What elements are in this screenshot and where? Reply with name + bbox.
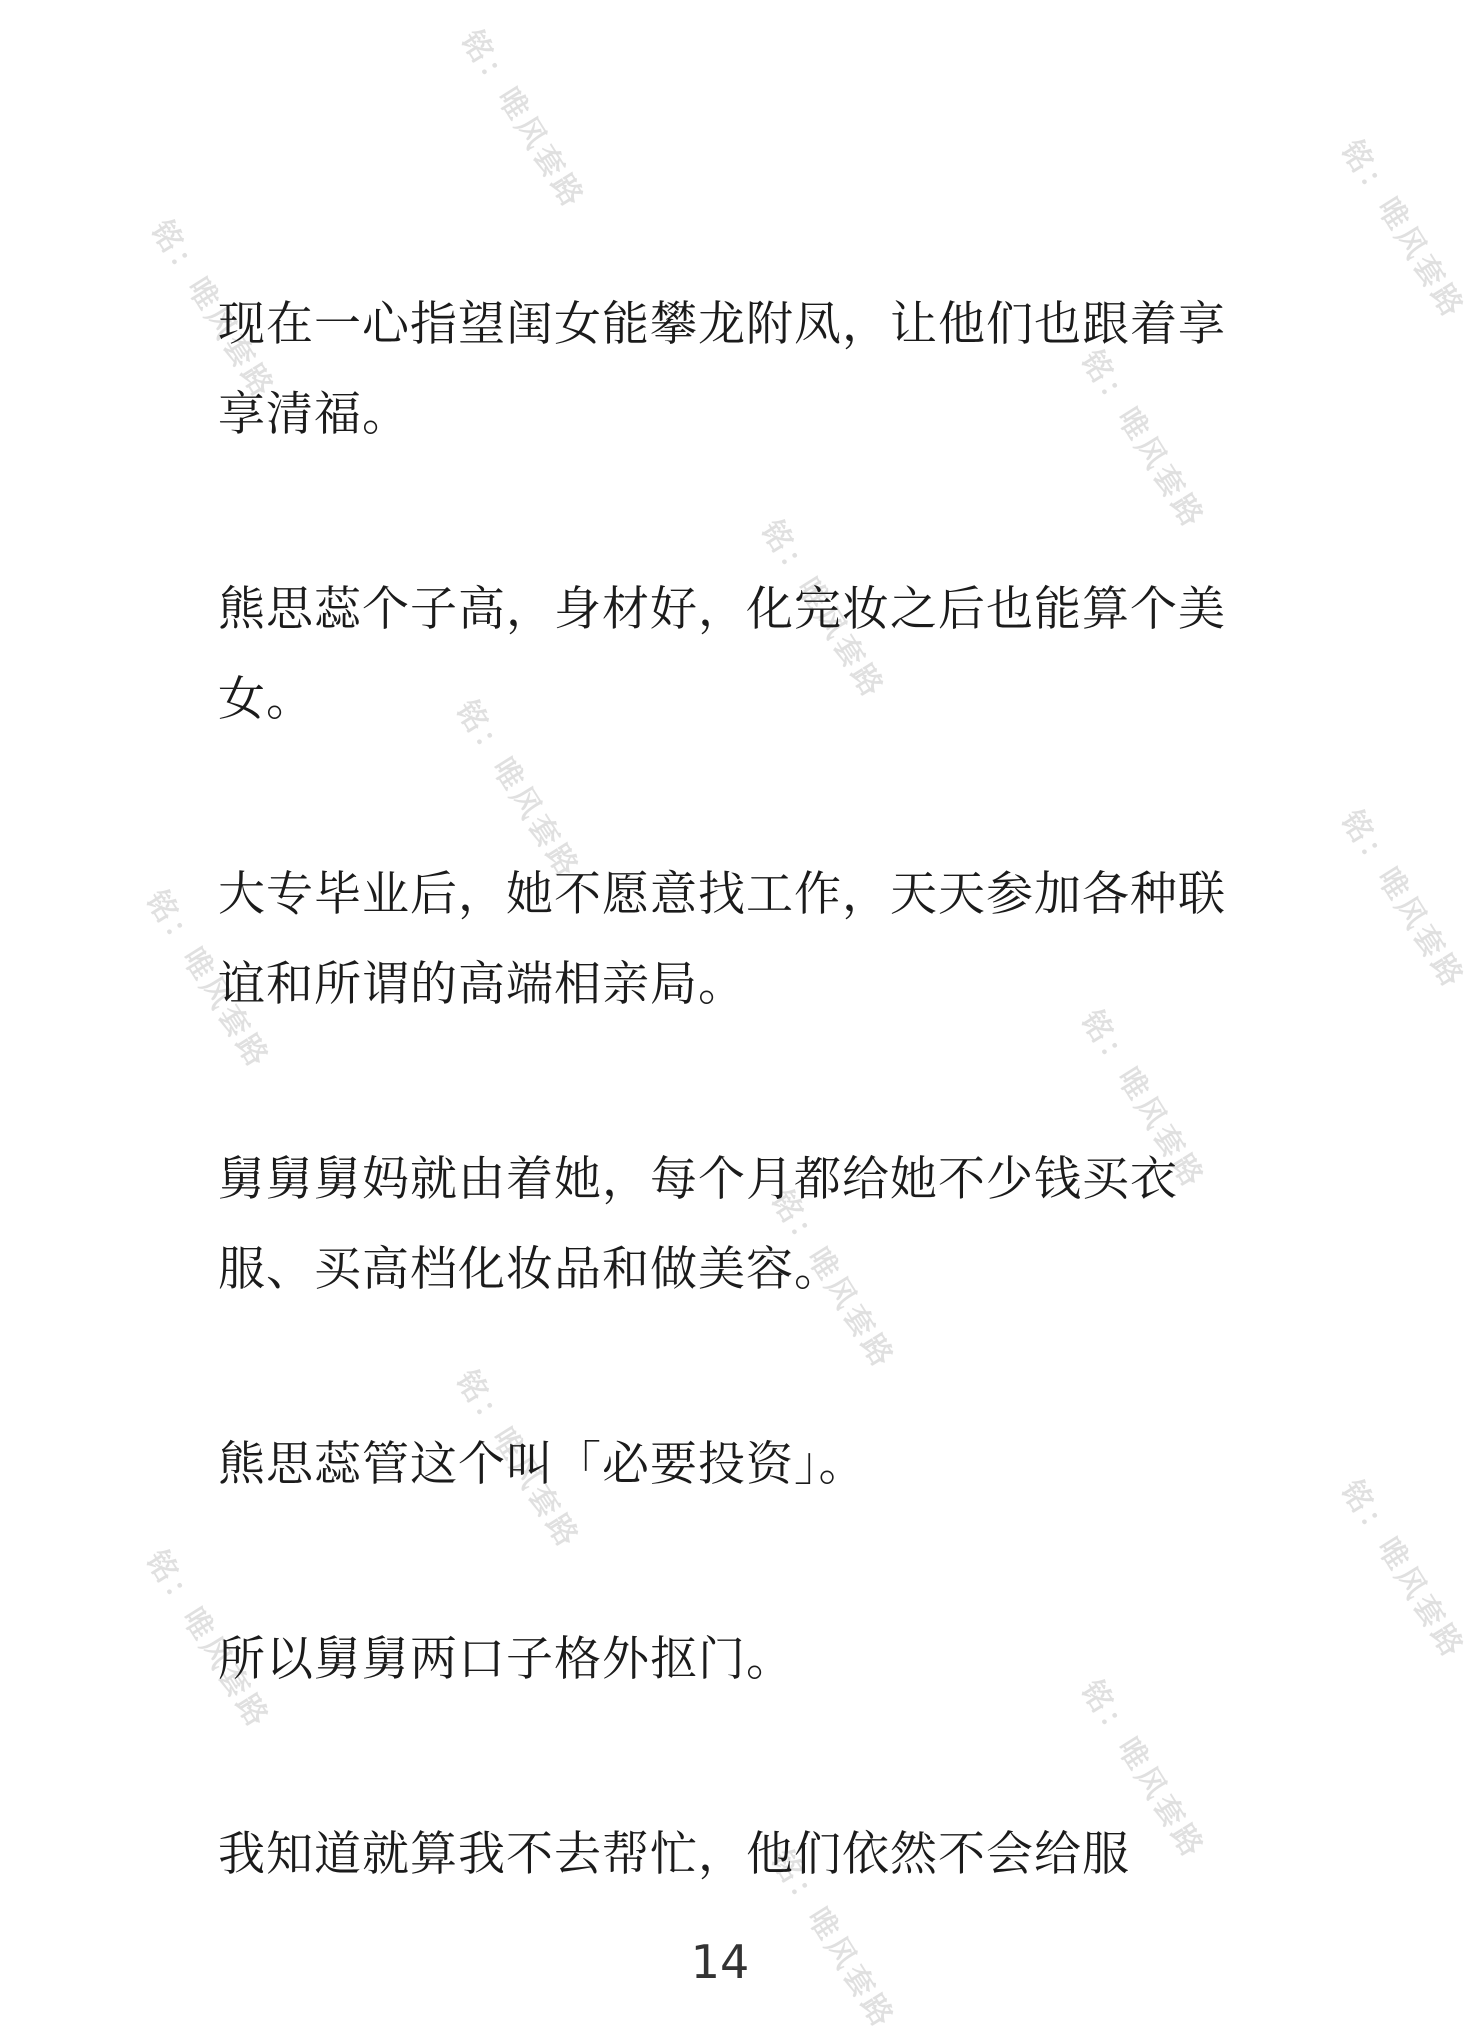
- watermark: 铭：唯风套路: [1073, 344, 1212, 536]
- page-number: 14: [690, 1935, 750, 1989]
- watermark: 铭：唯风套路: [138, 1544, 277, 1736]
- paragraph: 现在一心指望闺女能攀龙附凤，让他们也跟着享享清福。: [218, 297, 1226, 442]
- paragraph: 熊思蕊管这个叫「必要投资」。: [218, 1437, 867, 1492]
- paragraph: 大专毕业后，她不愿意找工作，天天参加各种联谊和所谓的高端相亲局。: [218, 867, 1226, 1012]
- body-text: [218, 280, 1228, 1900]
- watermark: 铭：唯风套路: [753, 514, 892, 706]
- paragraph: 所以舅舅两口子格外抠门。: [218, 1632, 794, 1687]
- paragraph: 熊思蕊个子高，身材好，化完妆之后也能算个美女。: [218, 582, 1226, 727]
- watermark: 铭：唯风套路: [138, 884, 277, 1076]
- watermark: 铭：唯风套路: [1333, 804, 1472, 996]
- paragraph: 我知道就算我不去帮忙，他们依然不会给服: [218, 1827, 1130, 1882]
- watermark: 铭：唯风套路: [763, 1184, 902, 1376]
- watermark: 铭：唯风套路: [448, 694, 587, 886]
- watermark: 铭：唯风套路: [1073, 1674, 1212, 1866]
- paragraph: 舅舅舅妈就由着她，每个月都给她不少钱买衣服、买高档化妆品和做美容。: [218, 1152, 1178, 1297]
- watermark: 铭：唯风套路: [1073, 1004, 1212, 1196]
- watermark: 铭：唯风套路: [453, 24, 592, 216]
- watermark: 铭：唯风套路: [763, 1844, 902, 2036]
- watermark: 铭：唯风套路: [1333, 134, 1472, 326]
- watermark: 铭：唯风套路: [448, 1364, 587, 1556]
- watermark: 铭：唯风套路: [143, 214, 282, 406]
- watermark: 铭：唯风套路: [1333, 1474, 1472, 1666]
